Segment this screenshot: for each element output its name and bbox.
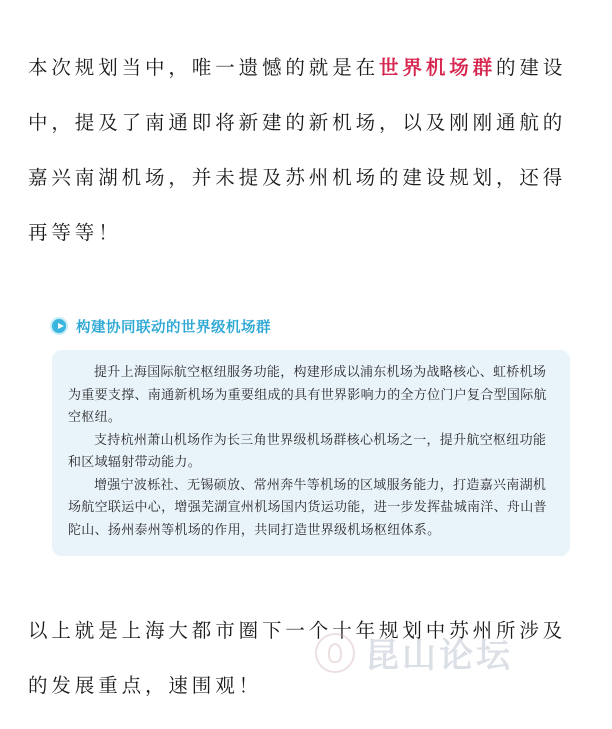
- quote-paragraph-2: 支持杭州萧山机场作为长三角世界级机场群核心机场之一，提升航空枢纽功能和区域辐射带动能力。: [68, 432, 547, 470]
- play-circle-icon: [50, 317, 68, 335]
- intro-text-after: 的建设中，提及了南通即将新建的新机场，以及刚刚通航的嘉兴南湖机场，并未提及苏州机场的建设规划，还得再等等！: [28, 56, 567, 244]
- intro-paragraph: [28, 40, 588, 260]
- section-header: [50, 313, 271, 339]
- quote-paragraph-1: 提升上海国际航空枢纽服务功能，构建形成以浦东机场为战略核心、虹桥机场为重要支撑、南通新机场为重要组成的具有世界影响力的全方位门户复合型国际航空枢纽。: [68, 365, 547, 425]
- intro-highlight: 世界机场群: [379, 56, 497, 79]
- forum-logo-icon: [315, 633, 355, 673]
- watermark-text: 昆山论坛: [365, 636, 513, 676]
- intro-text-before: 本次规划当中，唯一遗憾的就是在: [28, 56, 380, 79]
- section-title: 构建协同联动的世界级机场群: [76, 319, 271, 336]
- quote-box: [52, 350, 570, 556]
- quote-paragraph-3: 增强宁波栎社、无锡硕放、常州奔牛等机场的区域服务能力，打造嘉兴南湖机场航空联运中心，增强芜湖宣州机场国内货运功能，进一步发挥盐城南洋、舟山普陀山、扬州泰州等机场的作用，共同打造世界级机场枢纽体系。: [68, 477, 547, 538]
- outro-paragraph: 以上就是上海大都市圈下一个十年规划中苏州所涉及的发展重点，速围观！: [28, 619, 567, 697]
- watermark: [315, 628, 513, 677]
